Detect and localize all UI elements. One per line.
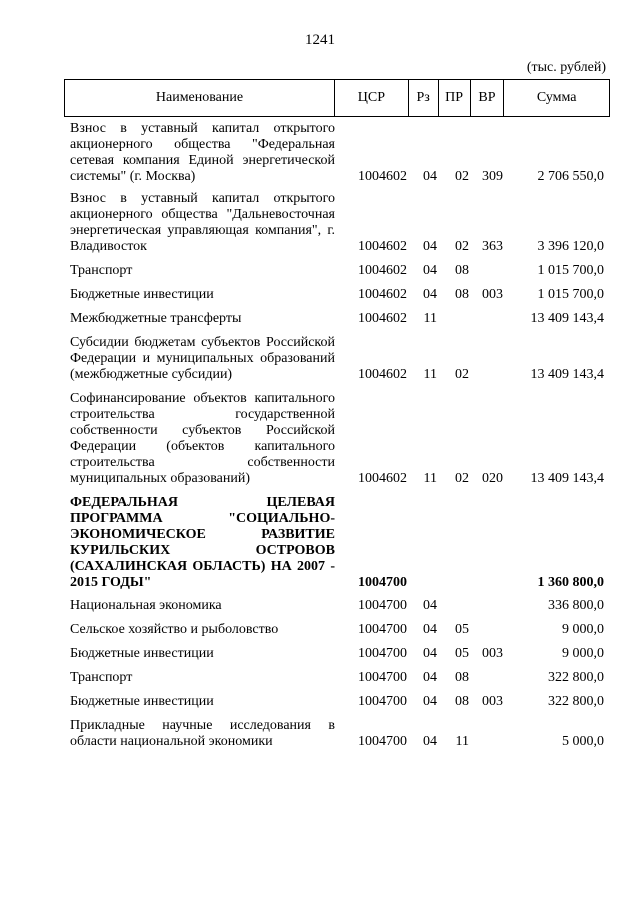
row-name: Субсидии бюджетам субъектов Российской Федерации и муниципальных образований (межбюджетные субсидии) [70,335,335,382]
row-name: Бюджетные инвестиции [70,646,214,661]
row-sum: 1 360 800,0 [537,575,604,590]
row-csr: 1004700 [358,694,407,709]
row-rz: 04 [423,287,437,302]
row-name: Транспорт [70,670,133,685]
table-row [64,121,610,185]
row-csr: 1004602 [358,471,407,486]
row-sum: 1 015 700,0 [537,263,604,278]
row-name: Бюджетные инвестиции [70,694,214,709]
row-pr: 08 [455,670,469,685]
row-sum: 336 800,0 [548,598,604,613]
row-name: Прикладные научные исследования в области национальной экономики [70,718,335,749]
row-name: Софинансирование объектов капитального строительства государственной собственности субъектов Российской Федерации (объектов капитального строительства собственности муниципальных образований) [70,391,335,486]
row-rz: 04 [423,622,437,637]
row-vr: 020 [482,471,503,486]
row-name: Взнос в уставный капитал открытого акционерного общества "Федеральная сетевая компания Единой энергетической системы" (г. Москва) [70,121,335,184]
row-csr: 1004602 [358,287,407,302]
row-sum: 13 409 143,4 [530,471,604,486]
row-vr: 309 [482,169,503,184]
table-body [64,121,610,750]
table-row [64,646,610,662]
row-rz: 04 [423,598,437,613]
table-row [64,391,610,487]
table-row [64,694,610,710]
table-row [64,191,610,255]
row-pr: 05 [455,622,469,637]
row-sum: 13 409 143,4 [530,367,604,382]
row-vr: 003 [482,694,503,709]
row-csr: 1004700 [358,646,407,661]
row-sum: 322 800,0 [548,670,604,685]
row-rz: 04 [423,670,437,685]
row-pr: 02 [455,169,469,184]
row-rz: 04 [423,646,437,661]
row-csr: 1004700 [358,734,407,749]
units-note: (тыс. рублей) [526,60,606,75]
row-csr: 1004700 [358,575,407,590]
row-name: Межбюджетные трансферты [70,311,242,326]
row-sum: 1 015 700,0 [537,287,604,302]
table-row [64,598,610,614]
table-row [64,335,610,383]
row-csr: 1004700 [358,622,407,637]
row-sum: 3 396 120,0 [537,239,604,254]
row-rz: 11 [423,311,437,326]
row-pr: 02 [455,367,469,382]
row-sum: 9 000,0 [562,622,604,637]
header-pr: ПР [439,80,471,116]
table-row [64,670,610,686]
row-csr: 1004700 [358,598,407,613]
row-csr: 1004602 [358,239,407,254]
row-name: Сельское хозяйство и рыболовство [70,622,279,637]
header-rz: Рз [409,80,439,116]
row-sum: 13 409 143,4 [530,311,604,326]
row-rz: 04 [423,239,437,254]
row-vr: 363 [482,239,503,254]
row-rz: 04 [423,263,437,278]
row-rz: 11 [423,471,437,486]
budget-table [64,79,610,750]
row-csr: 1004700 [358,670,407,685]
row-rz: 04 [423,169,437,184]
page-number: 1241 [305,32,335,48]
row-sum: 2 706 550,0 [537,169,604,184]
row-pr: 08 [455,263,469,278]
row-name: Национальная экономика [70,598,222,613]
row-rz: 04 [423,734,437,749]
row-sum: 9 000,0 [562,646,604,661]
table-row [64,263,610,279]
table-header [64,79,610,117]
row-rz: 04 [423,694,437,709]
header-name: Наименование [65,80,335,116]
row-name: ФЕДЕРАЛЬНАЯ ЦЕЛЕВАЯ ПРОГРАММА "СОЦИАЛЬНО-ЭКОНОМИЧЕСКОЕ РАЗВИТИЕ КУРИЛЬСКИХ ОСТРОВОВ (САХАЛИНСКАЯ ОБЛАСТЬ) НА 2007 - 2015 ГОДЫ" [70,495,335,590]
row-sum: 5 000,0 [562,734,604,749]
row-pr: 05 [455,646,469,661]
row-vr: 003 [482,646,503,661]
row-name: Бюджетные инвестиции [70,287,214,302]
row-sum: 322 800,0 [548,694,604,709]
row-csr: 1004602 [358,311,407,326]
row-name: Взнос в уставный капитал открытого акционерного общества "Дальневосточная энергетическая управляющая компания", г. Владивосток [70,191,335,254]
header-csr: ЦСР [335,80,409,116]
table-row [64,495,610,591]
header-vr: ВР [471,80,505,116]
table-row [64,718,610,750]
row-pr: 11 [455,734,469,749]
table-row [64,287,610,303]
row-csr: 1004602 [358,367,407,382]
row-vr: 003 [482,287,503,302]
row-csr: 1004602 [358,263,407,278]
row-pr: 02 [455,471,469,486]
header-sum: Сумма [536,90,577,105]
row-pr: 08 [455,694,469,709]
row-pr: 08 [455,287,469,302]
row-rz: 11 [423,367,437,382]
table-row [64,311,610,327]
table-row [64,622,610,638]
row-name: Транспорт [70,263,133,278]
row-pr: 02 [455,239,469,254]
row-csr: 1004602 [358,169,407,184]
